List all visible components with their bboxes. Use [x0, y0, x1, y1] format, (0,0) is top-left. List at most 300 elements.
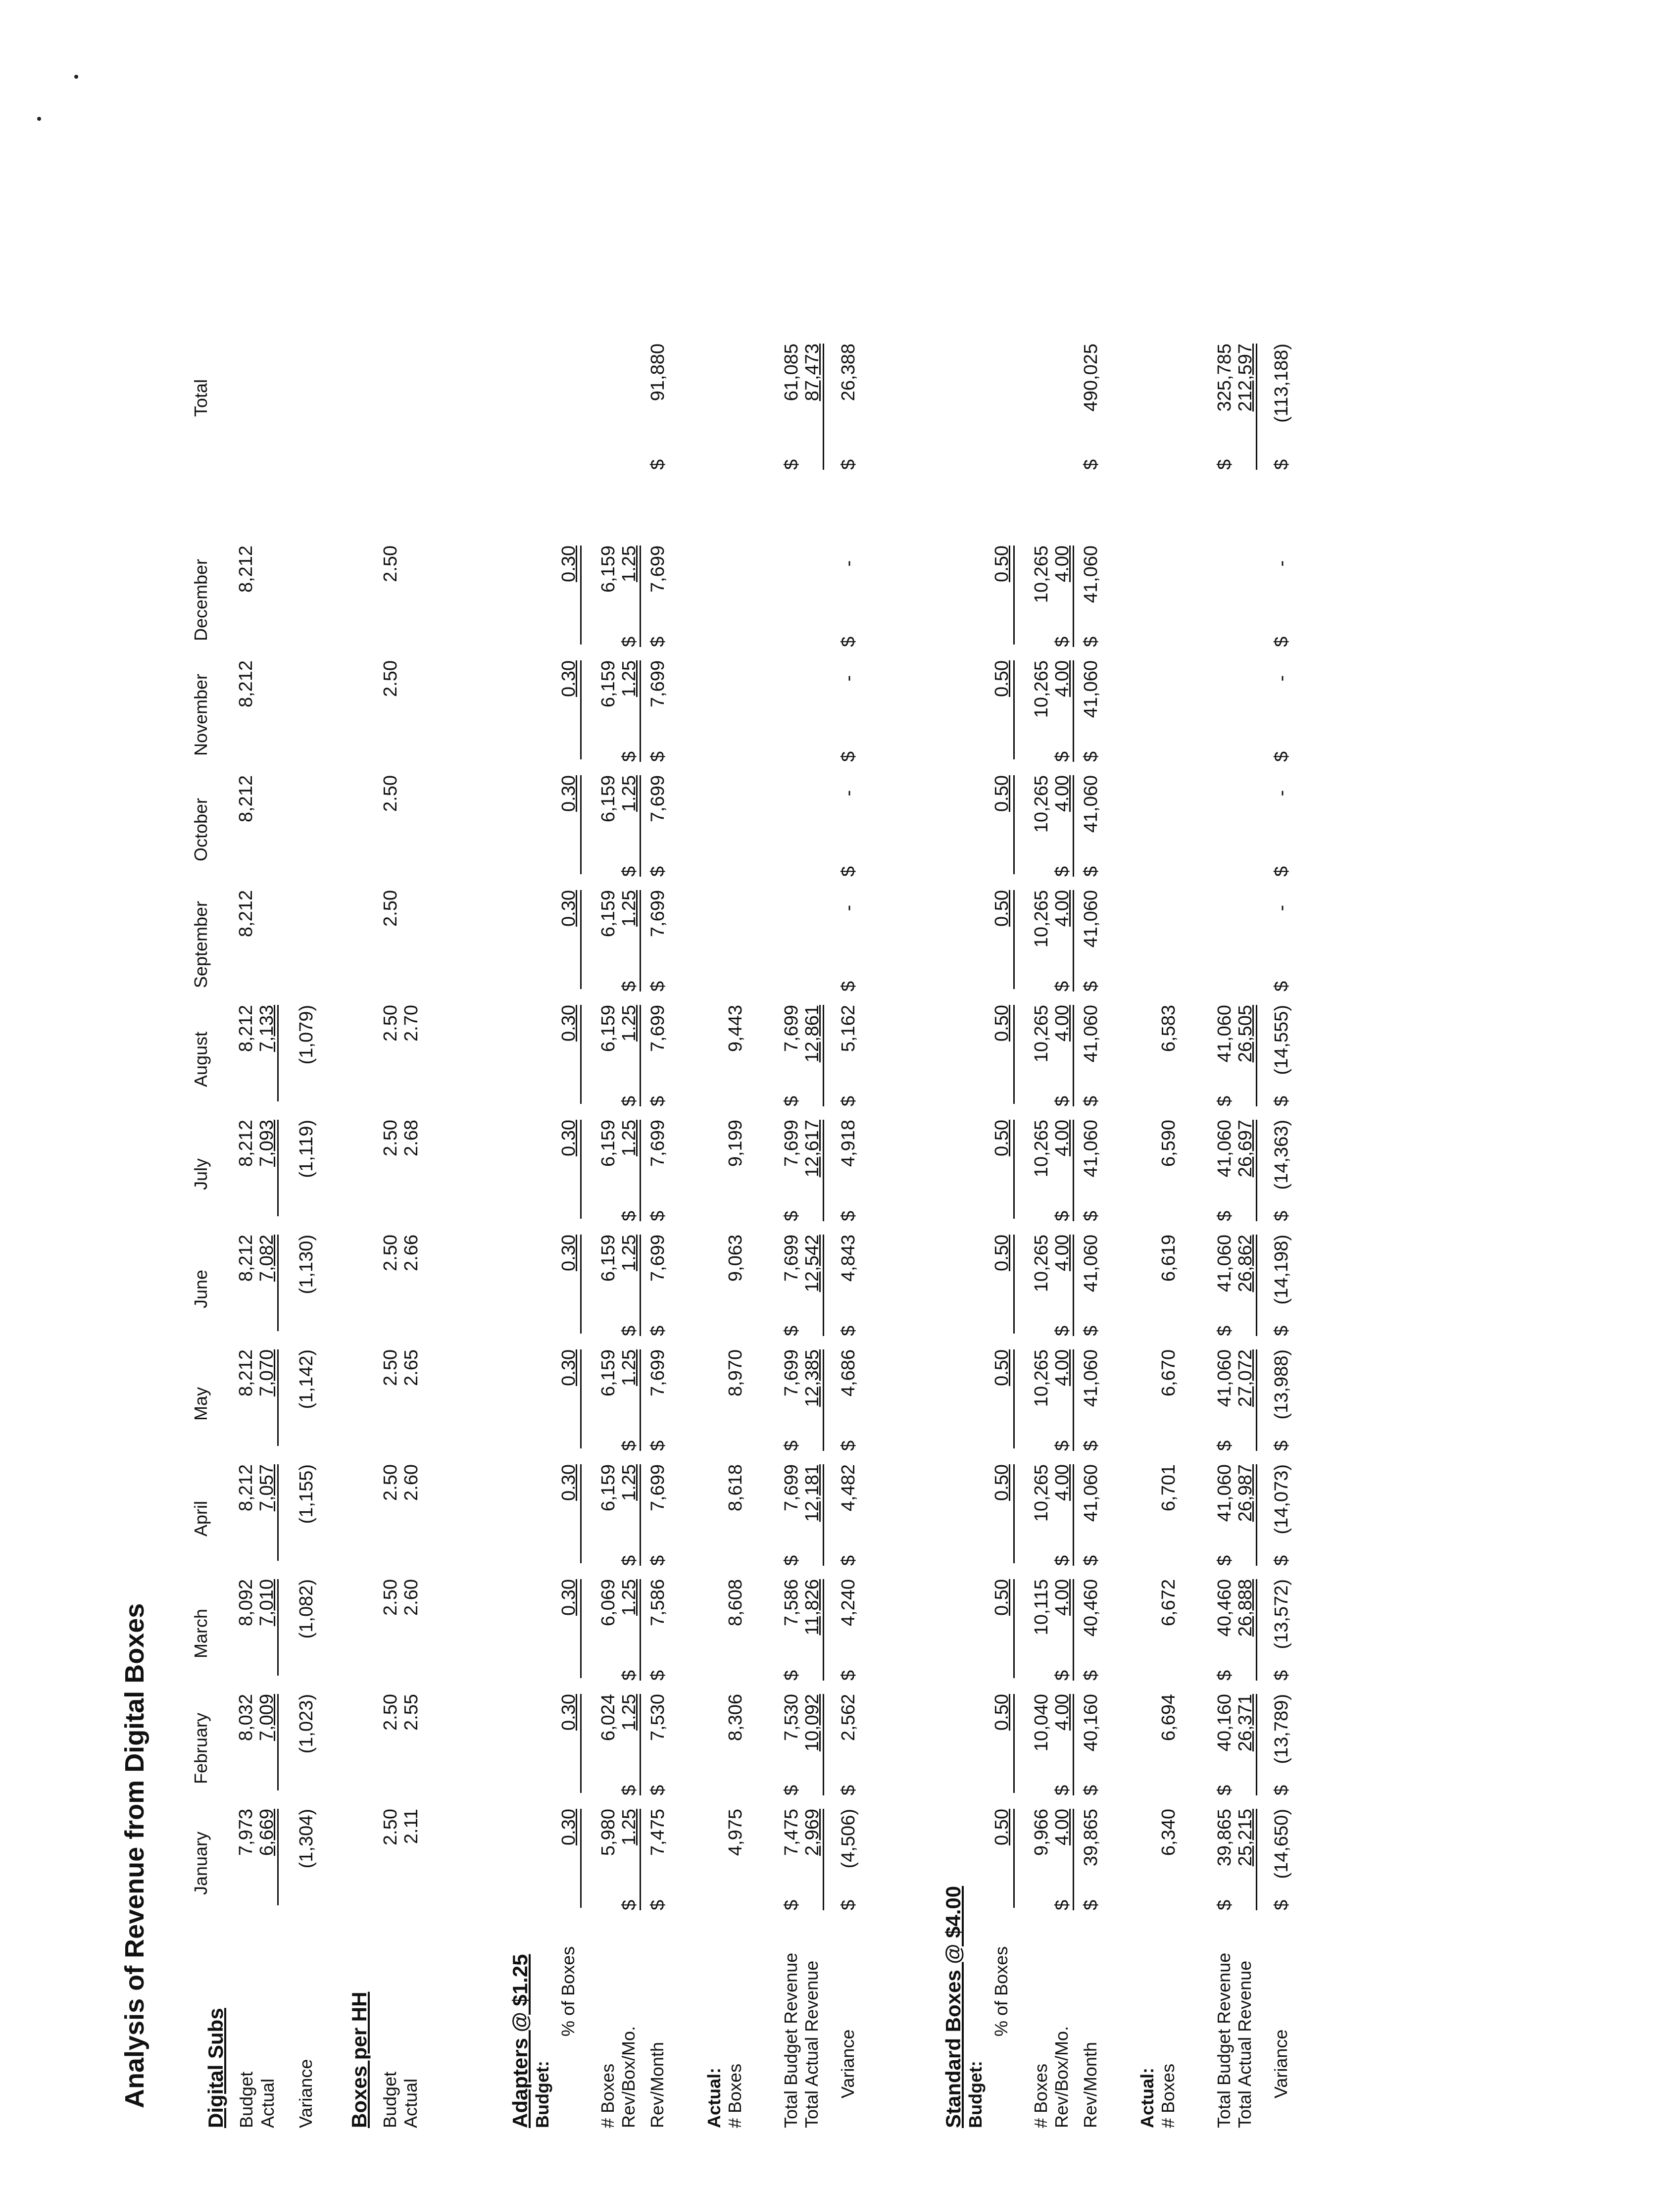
cell-value: 2.50	[380, 1579, 401, 1616]
cell-value: 10,040	[1031, 1694, 1052, 1752]
cell-value: 2.50	[380, 1349, 401, 1386]
underline-rule	[823, 344, 824, 470]
cell-value: 7,586	[647, 1579, 668, 1627]
underline-rule	[823, 1005, 824, 1106]
cell-value: 0.30	[558, 1694, 579, 1731]
total-value: 87,473	[802, 344, 823, 401]
cell-value: 8,212	[236, 1235, 256, 1282]
underline-rule	[640, 546, 641, 647]
dollar-sign: $	[1271, 636, 1292, 647]
row-label-total-budget-revenue: Total Budget Revenue	[1214, 1952, 1234, 2128]
dollar-sign: $	[1081, 981, 1101, 992]
dollar-sign: $	[1052, 981, 1073, 992]
dollar-sign: $	[647, 1899, 668, 1910]
cell-value: 40,460	[1081, 1579, 1101, 1637]
underline-rule	[580, 1579, 582, 1678]
dollar-sign: $	[647, 1440, 668, 1451]
dollar-sign: $	[619, 751, 640, 762]
dollar-sign: $	[1214, 1440, 1235, 1451]
cell-value: 4.00	[1052, 1464, 1073, 1501]
cell-value: 10,265	[1031, 1349, 1052, 1407]
cell-value: 26,371	[1235, 1694, 1256, 1752]
cell-value: 8,212	[236, 660, 256, 708]
cell-value: 7,699	[781, 1005, 802, 1052]
cell-value: 7,699	[647, 890, 668, 938]
cell-dash: -	[838, 790, 859, 796]
row-label-rev-box: Rev/Box/Mo.	[618, 2026, 639, 2128]
scan-speck	[37, 117, 41, 121]
dollar-sign: $	[1052, 636, 1073, 647]
underline-rule	[1013, 660, 1015, 759]
row-label-actual-boxes: # Boxes	[725, 2063, 745, 2128]
cell-value: 0.30	[558, 890, 579, 927]
cell-value: 6,694	[1158, 1694, 1179, 1741]
cell-value: 2.50	[380, 1809, 401, 1845]
cell-value: 41,060	[1081, 1120, 1101, 1178]
cell-value: 0.30	[558, 1464, 579, 1501]
dollar-sign: $	[647, 1210, 668, 1221]
dollar-sign: $	[1271, 1555, 1292, 1566]
dollar-sign: $	[838, 636, 859, 647]
cell-value: 10,265	[1031, 1464, 1052, 1522]
cell-value: 6,340	[1158, 1809, 1179, 1856]
dollar-sign: $	[647, 1785, 668, 1795]
dollar-sign: $	[619, 636, 640, 647]
cell-value: 40,160	[1214, 1694, 1235, 1752]
underline-rule	[1073, 890, 1074, 992]
month-header: June	[191, 1269, 211, 1309]
cell-value: 1.25	[619, 1120, 640, 1156]
cell-value: 0.30	[558, 1809, 579, 1845]
dollar-sign: $	[1271, 1440, 1292, 1451]
cell-value: 41,060	[1081, 775, 1101, 833]
cell-value: 2.60	[401, 1579, 422, 1616]
cell-value: 2.65	[401, 1349, 422, 1386]
cell-value: (13,572)	[1271, 1579, 1292, 1649]
underline-rule	[277, 1809, 279, 1905]
underline-rule	[1013, 1694, 1015, 1793]
underline-rule	[1013, 1005, 1015, 1104]
cell-value: (1,304)	[296, 1809, 317, 1869]
dollar-sign: $	[1081, 1325, 1101, 1336]
cell-value: 0.50	[991, 775, 1012, 812]
cell-value: 41,060	[1081, 890, 1101, 948]
dollar-sign: $	[1214, 1899, 1235, 1910]
dollar-sign: $	[1214, 1670, 1235, 1681]
cell-value: 5,980	[598, 1809, 619, 1856]
cell-value: 4,686	[838, 1349, 859, 1397]
cell-value: 0.30	[558, 1235, 579, 1271]
underline-rule	[640, 1349, 641, 1451]
underline-rule	[1013, 1809, 1015, 1908]
month-header: Total	[191, 379, 211, 417]
underline-rule	[640, 775, 641, 877]
cell-value: 4,918	[838, 1120, 859, 1167]
underline-rule	[1013, 1235, 1015, 1334]
underline-rule	[1256, 1235, 1257, 1336]
cell-dash: -	[1271, 790, 1292, 796]
cell-value: 41,060	[1081, 1235, 1101, 1292]
cell-value: 0.50	[991, 1005, 1012, 1042]
cell-value: 2.50	[380, 890, 401, 927]
underline-rule	[1256, 1694, 1257, 1795]
cell-value: (14,555)	[1271, 1005, 1292, 1075]
underline-rule	[277, 1579, 279, 1676]
cell-value: 8,212	[236, 890, 256, 938]
cell-value: 6,619	[1158, 1235, 1179, 1282]
dollar-sign: $	[619, 981, 640, 992]
cell-value: 7,070	[256, 1349, 277, 1397]
cell-value: 41,060	[1081, 1349, 1101, 1407]
cell-dash: -	[1271, 560, 1292, 567]
cell-value: 10,265	[1031, 775, 1052, 833]
cell-value: (4,506)	[838, 1809, 859, 1869]
cell-value: 4.00	[1052, 1809, 1073, 1845]
dollar-sign: $	[1052, 1095, 1073, 1106]
month-header: October	[191, 797, 211, 862]
cell-value: 11,826	[802, 1579, 823, 1636]
cell-value: 41,060	[1214, 1349, 1235, 1407]
dollar-sign: $	[647, 981, 668, 992]
cell-value: 6,159	[598, 1005, 619, 1052]
dollar-sign: $	[1081, 1440, 1101, 1451]
dollar-sign: $	[781, 1899, 802, 1910]
actual-label: Actual:	[704, 2067, 724, 2128]
dollar-sign: $	[1271, 1325, 1292, 1336]
cell-value: 6,701	[1158, 1464, 1179, 1512]
month-header: July	[191, 1158, 211, 1191]
underline-rule	[1073, 1809, 1074, 1910]
underline-rule	[640, 1120, 641, 1221]
cell-value: (1,082)	[296, 1579, 317, 1639]
cell-value: 0.50	[991, 1235, 1012, 1271]
cell-value: 8,212	[236, 546, 256, 593]
cell-dash: -	[1271, 905, 1292, 911]
underline-rule	[1073, 1120, 1074, 1221]
cell-value: 25,215	[1235, 1809, 1256, 1867]
row-label-actual: Actual	[257, 2078, 278, 2128]
cell-value: 8,032	[236, 1694, 256, 1741]
cell-value: 41,060	[1081, 546, 1101, 603]
cell-value: 8,212	[236, 1005, 256, 1052]
dollar-sign: $	[838, 459, 859, 470]
month-header: May	[191, 1387, 211, 1421]
cell-value: 7,530	[647, 1694, 668, 1741]
underline-rule	[640, 660, 641, 762]
cell-value: 7,699	[647, 1235, 668, 1282]
cell-value: 2.50	[380, 775, 401, 812]
dollar-sign: $	[1214, 1785, 1235, 1795]
row-label-boxes: # Boxes	[597, 2063, 618, 2128]
underline-rule	[640, 1579, 641, 1681]
underline-rule	[640, 1235, 641, 1336]
cell-value: 39,865	[1081, 1809, 1101, 1867]
cell-dash: -	[838, 560, 859, 567]
cell-value: 4.00	[1052, 546, 1073, 582]
cell-value: 2.70	[401, 1005, 422, 1042]
cell-value: 26,697	[1235, 1120, 1256, 1178]
month-header: August	[191, 1031, 211, 1088]
dollar-sign: $	[1052, 1899, 1073, 1910]
cell-value: 0.30	[558, 1349, 579, 1386]
cell-value: 5,162	[838, 1005, 859, 1052]
underline-rule	[1073, 1464, 1074, 1566]
cell-value: 8,212	[236, 1120, 256, 1167]
underline-rule	[277, 1235, 279, 1331]
dollar-sign: $	[1081, 866, 1101, 877]
cell-value: 2.66	[401, 1235, 422, 1271]
cell-value: (1,119)	[296, 1120, 317, 1178]
month-header: November	[191, 673, 211, 756]
cell-value: 2.50	[380, 660, 401, 697]
cell-value: 1.25	[619, 1235, 640, 1271]
underline-rule	[1256, 1809, 1257, 1910]
dollar-sign: $	[647, 866, 668, 877]
underline-rule	[1073, 1235, 1074, 1336]
dollar-sign: $	[619, 1899, 640, 1910]
dollar-sign: $	[1271, 1899, 1292, 1910]
cell-value: 0.50	[991, 1809, 1012, 1845]
cell-value: 7,973	[236, 1809, 256, 1856]
dollar-sign: $	[1052, 866, 1073, 877]
cell-value: 0.50	[991, 890, 1012, 927]
cell-value: (14,198)	[1271, 1235, 1292, 1305]
cell-value: 6,159	[598, 546, 619, 593]
underline-rule	[640, 1694, 641, 1795]
cell-value: 0.50	[991, 1120, 1012, 1156]
cell-value: 27,072	[1235, 1349, 1256, 1407]
dollar-sign: $	[781, 1095, 802, 1106]
underline-rule	[1073, 546, 1074, 647]
row-label-rev-box: Rev/Box/Mo.	[1051, 2026, 1072, 2128]
cell-value: 2.50	[380, 1120, 401, 1156]
cell-value: 12,385	[802, 1349, 823, 1407]
dollar-sign: $	[1214, 459, 1235, 470]
cell-value: 26,505	[1235, 1005, 1256, 1063]
pct-label: % of Boxes	[558, 1946, 578, 2036]
cell-value: 40,460	[1214, 1579, 1235, 1637]
cell-dash: -	[1271, 675, 1292, 682]
cell-value: 4.00	[1052, 1579, 1073, 1616]
cell-value: 8,306	[725, 1694, 746, 1741]
underline-rule	[580, 546, 582, 645]
cell-value: 9,443	[725, 1005, 746, 1052]
row-label-rev-month: Rev/Month	[1080, 2041, 1100, 2128]
cell-value: 8,092	[236, 1579, 256, 1627]
cell-value: (14,363)	[1271, 1120, 1292, 1190]
dollar-sign: $	[1271, 751, 1292, 762]
cell-value: 6,159	[598, 890, 619, 938]
cell-value: 6,159	[598, 660, 619, 708]
dollar-sign: $	[647, 1555, 668, 1566]
dollar-sign: $	[838, 1210, 859, 1221]
cell-value: 2.60	[401, 1464, 422, 1501]
underline-rule	[1256, 1464, 1257, 1566]
underline-rule	[580, 1349, 582, 1448]
dollar-sign: $	[838, 1899, 859, 1910]
cell-value: 41,060	[1214, 1005, 1235, 1063]
dollar-sign: $	[1081, 1095, 1101, 1106]
dollar-sign: $	[781, 1210, 802, 1221]
underline-rule	[823, 1579, 824, 1681]
cell-value: 0.50	[991, 1694, 1012, 1731]
cell-value: 10,265	[1031, 890, 1052, 948]
cell-value: 2.55	[401, 1694, 422, 1731]
dollar-sign: $	[781, 1670, 802, 1681]
cell-value: (13,988)	[1271, 1349, 1292, 1420]
cell-value: 0.30	[558, 1005, 579, 1042]
total-value: 212,597	[1235, 344, 1256, 412]
cell-value: 2,562	[838, 1694, 859, 1741]
cell-value: 0.50	[991, 1579, 1012, 1616]
month-header: February	[191, 1712, 211, 1785]
cell-value: 4.00	[1052, 1694, 1073, 1731]
dollar-sign: $	[838, 1785, 859, 1795]
row-label-variance: Variance	[296, 2059, 316, 2128]
cell-value: 1.25	[619, 660, 640, 697]
dollar-sign: $	[1081, 1785, 1101, 1795]
cell-value: 41,060	[1081, 660, 1101, 718]
underline-rule	[823, 1809, 824, 1910]
underline-rule	[1073, 1349, 1074, 1451]
cell-value: 2.11	[401, 1809, 422, 1844]
row-label-boxes: # Boxes	[1031, 2063, 1051, 2128]
underline-rule	[580, 1120, 582, 1219]
cell-value: 12,617	[802, 1120, 823, 1178]
cell-value: 10,115	[1031, 1579, 1052, 1636]
cell-value: 26,888	[1235, 1579, 1256, 1637]
dollar-sign: $	[1271, 1670, 1292, 1681]
cell-value: (1,155)	[296, 1464, 317, 1524]
dollar-sign: $	[1081, 636, 1101, 647]
underline-rule	[823, 1120, 824, 1221]
month-header: September	[191, 900, 211, 989]
cell-value: 6,159	[598, 1235, 619, 1282]
underline-rule	[277, 1349, 279, 1446]
dollar-sign: $	[838, 866, 859, 877]
cell-value: 6,159	[598, 1464, 619, 1512]
underline-rule	[277, 1005, 279, 1101]
underline-rule	[823, 1464, 824, 1566]
dollar-sign: $	[619, 1325, 640, 1336]
total-value: (113,188)	[1271, 344, 1292, 423]
dollar-sign: $	[647, 1325, 668, 1336]
dollar-sign: $	[647, 1670, 668, 1681]
cell-value: 6,159	[598, 1349, 619, 1397]
underline-rule	[640, 1464, 641, 1566]
underline-rule	[580, 890, 582, 989]
cell-value: 12,542	[802, 1235, 823, 1292]
dollar-sign: $	[781, 1785, 802, 1795]
dollar-sign: $	[838, 1670, 859, 1681]
cell-value: 8,212	[236, 1464, 256, 1512]
row-label-variance: Variance	[1271, 2029, 1291, 2098]
cell-value: 4.00	[1052, 1120, 1073, 1156]
cell-value: (1,079)	[296, 1005, 317, 1065]
cell-value: 2.50	[380, 1694, 401, 1731]
cell-value: 6,024	[598, 1694, 619, 1741]
dollar-sign: $	[647, 636, 668, 647]
dollar-sign: $	[1052, 1210, 1073, 1221]
dollar-sign: $	[838, 981, 859, 992]
dollar-sign: $	[1052, 1555, 1073, 1566]
cell-value: 7,093	[256, 1120, 277, 1167]
cell-dash: -	[838, 675, 859, 682]
underline-rule	[1073, 1005, 1074, 1106]
underline-rule	[580, 1809, 582, 1908]
underline-rule	[580, 1005, 582, 1104]
cell-value: 7,699	[647, 1349, 668, 1397]
month-header: April	[191, 1500, 211, 1537]
month-header: December	[191, 558, 211, 642]
cell-value: 7,699	[781, 1349, 802, 1397]
cell-value: 9,063	[725, 1235, 746, 1282]
cell-value: 4,482	[838, 1464, 859, 1512]
cell-value: 7,699	[647, 1464, 668, 1512]
cell-value: 1.25	[619, 1005, 640, 1042]
cell-value: 10,092	[802, 1694, 823, 1752]
underline-rule	[1013, 890, 1015, 989]
section-heading-adapters: Adapters @ $1.25	[508, 1954, 532, 2128]
underline-rule	[1256, 1579, 1257, 1681]
dollar-sign: $	[619, 1095, 640, 1106]
underline-rule	[1073, 775, 1074, 877]
dollar-sign: $	[838, 1440, 859, 1451]
dollar-sign: $	[781, 1325, 802, 1336]
cell-value: 41,060	[1081, 1005, 1101, 1063]
cell-value: 0.50	[991, 1464, 1012, 1501]
dollar-sign: $	[838, 1095, 859, 1106]
dollar-sign: $	[647, 1095, 668, 1106]
underline-rule	[1256, 1005, 1257, 1106]
cell-value: 2.50	[380, 1464, 401, 1501]
underline-rule	[1013, 1349, 1015, 1448]
cell-value: 7,699	[647, 775, 668, 823]
underline-rule	[1256, 1349, 1257, 1451]
total-value: 325,785	[1214, 344, 1235, 412]
cell-value: 8,970	[725, 1349, 746, 1397]
cell-value: 40,160	[1081, 1694, 1101, 1752]
row-label-actual: Actual	[400, 2078, 421, 2128]
dollar-sign: $	[1081, 1210, 1101, 1221]
row-label-budget: Budget	[380, 2071, 400, 2128]
cell-value: 4.00	[1052, 660, 1073, 697]
cell-value: 1.25	[619, 775, 640, 812]
cell-value: 12,181	[802, 1464, 823, 1522]
cell-value: 7,699	[781, 1464, 802, 1512]
cell-value: 2.50	[380, 1235, 401, 1271]
total-value: 26,388	[838, 344, 859, 401]
dollar-sign: $	[619, 866, 640, 877]
cell-value: (1,130)	[296, 1235, 317, 1294]
cell-value: 2.50	[380, 1005, 401, 1042]
cell-value: 6,670	[1158, 1349, 1179, 1397]
cell-value: 10,265	[1031, 660, 1052, 718]
dollar-sign: $	[1271, 1210, 1292, 1221]
cell-value: 0.50	[991, 660, 1012, 697]
cell-value: 7,699	[781, 1235, 802, 1282]
pct-label: % of Boxes	[991, 1946, 1011, 2036]
cell-value: 0.50	[991, 546, 1012, 582]
dollar-sign: $	[619, 1210, 640, 1221]
row-label-rev-month: Rev/Month	[647, 2041, 667, 2128]
cell-value: 41,060	[1214, 1120, 1235, 1178]
underline-rule	[580, 775, 582, 874]
cell-value: 39,865	[1214, 1809, 1235, 1867]
cell-value: 4,240	[838, 1579, 859, 1627]
cell-dash: -	[838, 905, 859, 911]
underline-rule	[1013, 775, 1015, 874]
